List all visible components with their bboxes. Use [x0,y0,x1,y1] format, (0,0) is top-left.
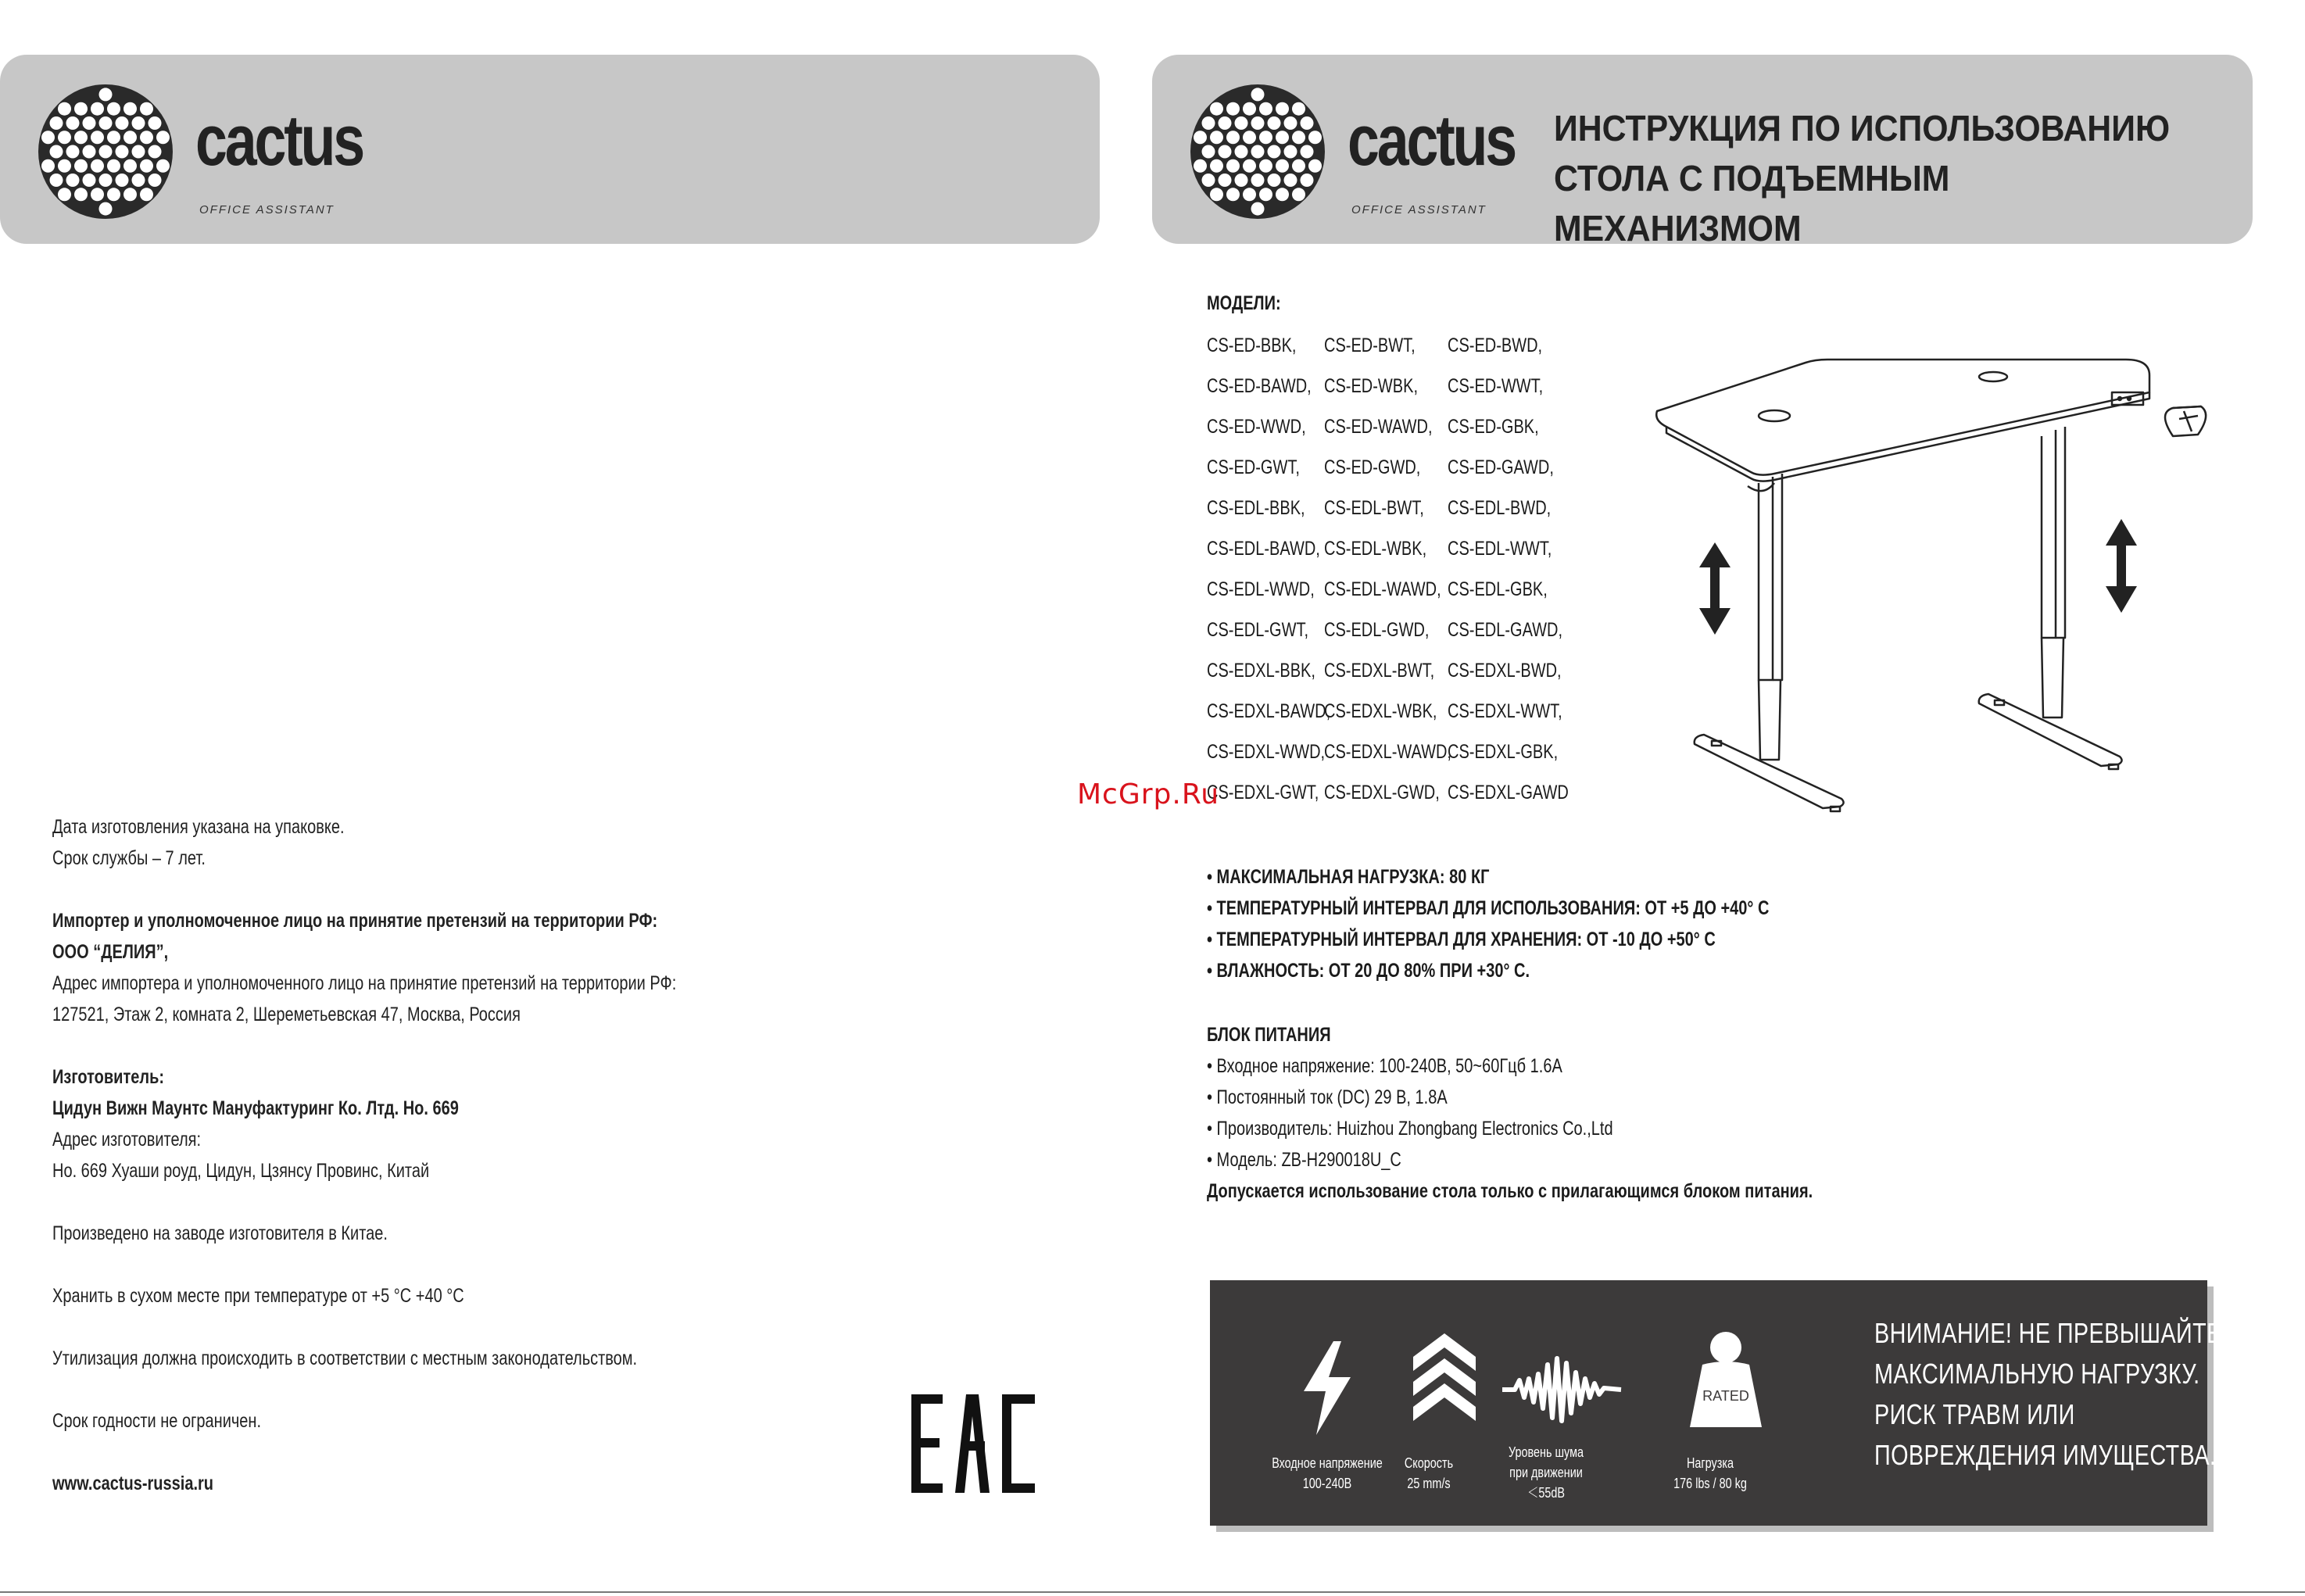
load-warning-line1: ВНИМАНИЕ! НЕ ПРЕВЫШАЙТЕ [1874,1317,2222,1349]
model-code: CS-ED-WAWD, [1324,416,1433,438]
model-code: CS-EDXL-WWT, [1448,700,1562,722]
model-code: CS-ED-BAWD, [1207,375,1312,397]
manufacturer-info [52,1061,1068,1186]
model-code: CS-EDXL-GWT, [1207,782,1319,803]
model-code: CS-EDL-WWT, [1448,538,1552,560]
models-row [1207,447,1645,488]
importer-name: ООО “ДЕЛИЯ”, [52,941,169,963]
model-code: CS-EDXL-GAWD [1448,782,1569,803]
models-row [1207,650,1645,691]
storage-info [52,1280,1068,1312]
model-code: CS-ED-GAWD, [1448,456,1554,478]
model-code: CS-EDL-GWT, [1207,619,1308,641]
manufacturer-name: Цидун Вижн Маунтс Мануфактуринг Ко. Лтд. Но. 669 [52,1097,459,1119]
model-code: CS-ED-BBK, [1207,335,1297,356]
made-in-text: Произведено на заводе изготовителя в Китае. [52,1222,388,1244]
power-manufacturer: • Производитель: Huizhou Zhongbang Electronics Co.,Ltd [1207,1118,1613,1140]
shelf-life-text: Срок годности не ограничен. [52,1410,262,1432]
models-row [1207,610,1645,650]
model-code: CS-EDXL-BAWD, [1207,700,1331,722]
header-band-right [1152,55,2253,249]
model-code: CS-EDL-GAWD, [1448,619,1563,641]
importer-info [52,905,1068,1030]
document-title [1554,103,2193,253]
honeycomb-logo-icon [35,81,176,222]
watermark: McGrp.Ru [1077,778,1220,811]
load-warning-line2: МАКСИМАЛЬНУЮ НАГРУЗКУ. [1874,1358,2200,1390]
models-row [1207,691,1645,732]
model-code: CS-EDXL-WBK, [1324,700,1437,722]
models-row [1207,366,1645,406]
model-code: CS-ED-WBK, [1324,375,1418,397]
model-code: CS-EDXL-BWT, [1324,660,1435,682]
speed-caption-line2: 25 mm/s [1407,1476,1451,1491]
back-page [0,0,1110,1596]
eac-mark-icon [911,1393,1036,1494]
models-list [1207,288,1645,813]
noise-caption-line2: при движении [1509,1465,1583,1480]
standing-desk-illustration [1641,344,2220,844]
brand-tagline: OFFICE ASSISTANT [1351,203,1487,216]
power-input-voltage: • Входное напряжение: 100-240В, 50~60Гцб 1.6A [1207,1055,1562,1077]
load-caption-line1: Нагрузка [1687,1455,1734,1471]
manufacturer-heading: Изготовитель: [52,1066,165,1088]
noise-caption-line1: Уровень шума [1509,1444,1584,1460]
model-code: CS-ED-BWT, [1324,335,1416,356]
disposal-text: Утилизация должна происходить в соответствии с местным законодательством. [52,1347,638,1369]
specifications [1207,861,2223,986]
document-title-line2: СТОЛА С ПОДЪЕМНЫМ МЕХАНИЗМОМ [1554,158,1950,249]
model-code: CS-ED-BWD, [1448,335,1543,356]
load-warning-line3: РИСК ТРАВМ ИЛИ [1874,1398,2075,1430]
model-code: CS-EDXL-WAWD, [1324,741,1451,763]
load-caption-line2: 176 lbs / 80 kg [1673,1476,1747,1491]
service-life: Срок службы – 7 лет. [52,847,206,869]
spec-storage-temp: • ТЕМПЕРАТУРНЫЙ ИНТЕРВАЛ ДЛЯ ХРАНЕНИЯ: ОТ -10 ДО +50° С [1207,929,1716,950]
weight-rated-label: RATED [1702,1388,1749,1404]
importer-address: 127521, Этаж 2, комната 2, Шереметьевская 47, Москва, Россия [52,1004,521,1025]
models-row [1207,528,1645,569]
models-title: МОДЕЛИ: [1207,292,1281,314]
model-code: CS-EDXL-BWD, [1448,660,1562,682]
warning-panel [1210,1280,2222,1526]
model-code: CS-EDL-WBK, [1324,538,1427,560]
header-band-left [0,55,1100,244]
made-in [52,1218,1068,1249]
power-dc-current: • Постоянный ток (DC) 29 В, 1.8A [1207,1086,1448,1108]
noise-item [1484,1280,1640,1526]
model-code: CS-EDL-BWT, [1324,497,1424,519]
model-code: CS-ED-GBK, [1448,416,1539,438]
model-code: CS-EDXL-WWD, [1207,741,1326,763]
brand-name: cactus [1348,101,1515,181]
importer-address-label: Адрес импортера и уполномоченного лицо на принятие претензий на территории РФ: [52,972,677,994]
model-code: CS-ED-WWD, [1207,416,1306,438]
power-warning: Допускается использование стола только с прилагающимся блоком питания. [1207,1180,1813,1202]
model-code: CS-EDL-BWD, [1448,497,1552,519]
speed-caption-line1: Скорость [1404,1455,1454,1471]
brand-name: cactus [195,101,363,181]
power-supply-title: БЛОК ПИТАНИЯ [1207,1024,1331,1046]
model-code: CS-EDXL-GWD, [1324,782,1440,803]
model-code: CS-ED-GWT, [1207,456,1300,478]
importer-heading: Импортер и уполномоченное лицо на принятие претензий на территории РФ: [52,910,658,932]
sound-wave-icon [1484,1280,1640,1437]
power-model: • Модель: ZB-H290018U_C [1207,1149,1401,1171]
spec-humidity: • ВЛАЖНОСТЬ: ОТ 20 ДО 80% ПРИ +30° С. [1207,960,1530,982]
voltage-caption-line2: 100-240В [1302,1476,1352,1491]
noise-caption-line3: ＜55dB [1527,1485,1566,1501]
load-item [1648,1280,1804,1526]
model-code: CS-EDL-WWD, [1207,578,1315,600]
power-supply-section [1207,1019,2223,1207]
honeycomb-logo-icon [1187,81,1328,222]
model-code: CS-ED-WWT, [1448,375,1544,397]
model-code: CS-EDL-GBK, [1448,578,1548,600]
disposal-info [52,1343,1068,1374]
storage-text: Хранить в сухом месте при температуре от +5 °С +40 °С [52,1285,464,1307]
models-row [1207,732,1645,772]
voltage-caption-line1: Входное напряжение [1272,1455,1383,1471]
models-row [1207,488,1645,528]
models-row [1207,772,1645,813]
manufacture-date: Дата изготовления указана на упаковке. [52,816,345,838]
model-code: CS-ED-GWD, [1324,456,1421,478]
spec-max-load: • МАКСИМАЛЬНАЯ НАГРУЗКА: 80 КГ [1207,866,1490,888]
website-link[interactable]: www.cactus-russia.ru [52,1473,213,1494]
brand-tagline: OFFICE ASSISTANT [199,203,335,216]
document-title-line1: ИНСТРУКЦИЯ ПО ИСПОЛЬЗОВАНИЮ [1554,108,2171,149]
spec-operating-temp: • ТЕМПЕРАТУРНЫЙ ИНТЕРВАЛ ДЛЯ ИСПОЛЬЗОВАНИЯ: ОТ +5 ДО +40° С [1207,897,1770,919]
weight-icon [1648,1280,1804,1437]
model-code: CS-EDL-WAWD, [1324,578,1441,600]
models-row [1207,325,1645,366]
manufacturer-address-label: Адрес изготовителя: [52,1129,201,1150]
bottom-rule [0,1591,2305,1593]
model-code: CS-EDXL-BBK, [1207,660,1315,682]
models-row [1207,569,1645,610]
model-code: CS-EDXL-GBK, [1448,741,1559,763]
model-code: CS-EDL-BAWD, [1207,538,1320,560]
manufacture-info [52,811,1068,874]
load-warning [1874,1313,2222,1476]
model-code: CS-EDL-BBK, [1207,497,1305,519]
manufacturer-address: Но. 669 Хуаши роуд, Цидун, Цзянсу Провинс, Китай [52,1160,430,1182]
brand-logo [35,81,363,222]
models-row [1207,406,1645,447]
load-warning-line4: ПОВРЕЖДЕНИЯ ИМУЩЕСТВА. [1874,1439,2217,1471]
brand-logo [1187,81,1516,222]
model-code: CS-EDL-GWD, [1324,619,1430,641]
